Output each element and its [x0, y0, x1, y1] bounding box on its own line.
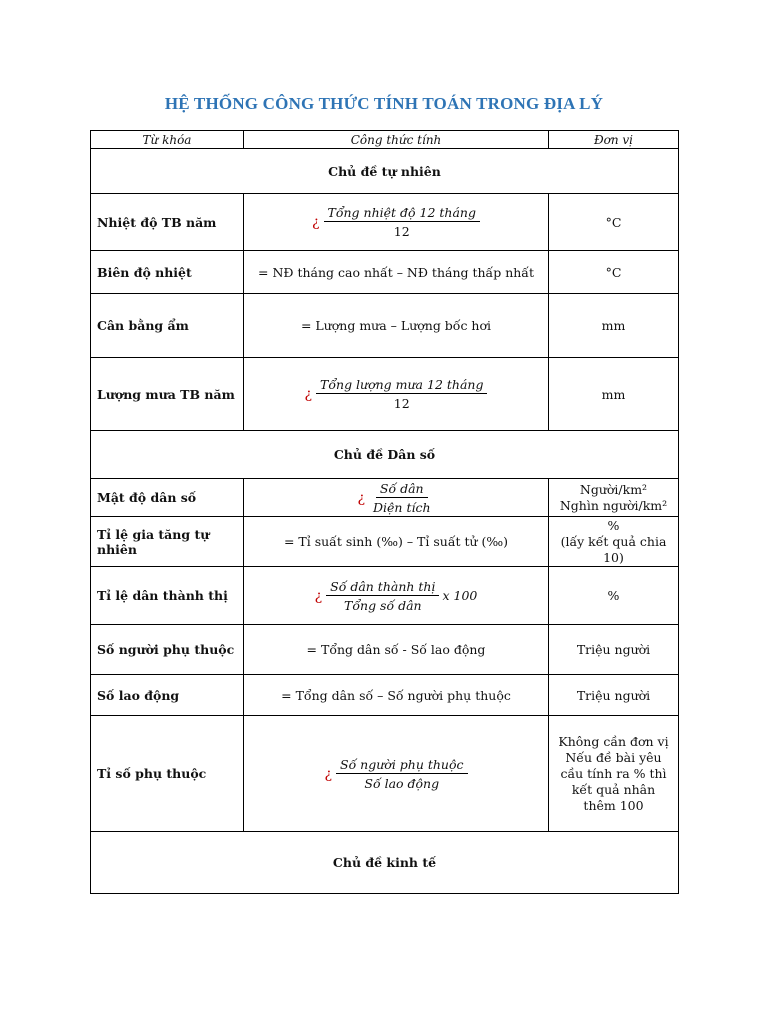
unit-cell: Triệu người [549, 675, 679, 716]
formula-cell: = Tổng dân số – Số người phụ thuộc [244, 675, 549, 716]
fraction-numerator: Số dân thành thị [326, 579, 439, 596]
unit-cell [549, 716, 679, 832]
keyword-cell: Cân bằng ẩm [91, 294, 244, 358]
header-formula: Công thức tính [244, 131, 549, 149]
unit-line: (lấy kết quả chia 10) [560, 533, 667, 565]
fraction-denominator: Diện tích [373, 499, 431, 515]
formula-cell [244, 194, 549, 251]
formula-marker: ¿ [312, 214, 320, 230]
keyword-cell: Tỉ lệ dân thành thị [91, 567, 244, 625]
section-row [91, 832, 679, 894]
keyword-cell: Tỉ số phụ thuộc [91, 716, 244, 832]
unit-cell: mm [549, 294, 679, 358]
formula-marker: ¿ [304, 386, 313, 402]
table-header-row [91, 131, 679, 149]
unit-cell: Triệu người [549, 625, 679, 675]
keyword-cell: Lượng mưa TB năm [91, 358, 244, 431]
header-keyword: Từ khóa [91, 131, 244, 149]
table-row [91, 517, 679, 567]
fraction-denominator: Tổng số dân [344, 597, 422, 613]
formula-cell [244, 716, 549, 832]
fraction-formula [315, 579, 478, 613]
unit-cell: % [549, 567, 679, 625]
formula-table [90, 130, 679, 894]
unit-line: Nghìn người/km² [559, 497, 668, 513]
unit-cell [549, 517, 679, 567]
keyword-cell: Nhiệt độ TB năm [91, 194, 244, 251]
table-row [91, 479, 679, 517]
formula-cell [244, 479, 549, 517]
table-row [91, 567, 679, 625]
unit-line: Nếu đề bài yêu cầu tính ra % thì kết quả nhân thêm 100 [560, 749, 667, 813]
keyword-cell: Số người phụ thuộc [91, 625, 244, 675]
table-row [91, 675, 679, 716]
table-row [91, 358, 679, 431]
fraction-numerator: Số dân [376, 481, 428, 498]
section-economy: Chủ đề kinh tế [91, 832, 679, 894]
section-nature: Chủ đề tự nhiên [91, 149, 679, 194]
unit-cell: °C [549, 194, 679, 251]
fraction-numerator: Tổng lượng mưa 12 tháng [316, 377, 487, 394]
formula-marker: ¿ [357, 489, 365, 506]
fraction-formula [305, 377, 488, 411]
table-row [91, 716, 679, 832]
fraction-formula [312, 205, 480, 239]
formula-marker: ¿ [324, 765, 332, 782]
fraction-formula [357, 481, 434, 515]
section-row [91, 431, 679, 479]
fraction-denominator: Số lao động [364, 775, 440, 791]
formula-cell: = Tỉ suất sinh (‰) – Tỉ suất tử (‰) [244, 517, 549, 567]
formula-cell: = NĐ tháng cao nhất – NĐ tháng thấp nhất [244, 251, 549, 294]
table-row [91, 194, 679, 251]
unit-cell: °C [549, 251, 679, 294]
formula-cell [244, 567, 549, 625]
table-row [91, 625, 679, 675]
keyword-cell: Số lao động [91, 675, 244, 716]
fraction-numerator: Số người phụ thuộc [336, 757, 468, 774]
formula-cell: = Lượng mưa – Lượng bốc hơi [244, 294, 549, 358]
formula-cell [244, 358, 549, 431]
formula-marker: ¿ [314, 587, 323, 604]
fraction-denominator: 12 [393, 396, 410, 411]
section-population: Chủ đề Dân số [91, 431, 679, 479]
unit-line: Người/km² [579, 481, 648, 497]
section-row [91, 149, 679, 194]
page-title: HỆ THỐNG CÔNG THỨC TÍNH TOÁN TRONG ĐỊA LÝ [164, 94, 604, 113]
formula-cell: = Tổng dân số - Số lao động [244, 625, 549, 675]
header-unit: Đơn vị [549, 131, 679, 149]
keyword-cell: Tỉ lệ gia tăng tự nhiên [91, 517, 244, 567]
unit-cell [549, 479, 679, 517]
table-row [91, 251, 679, 294]
keyword-cell: Biên độ nhiệt [91, 251, 244, 294]
formula-multiplier: x 100 [442, 588, 478, 603]
keyword-cell: Mật độ dân số [91, 479, 244, 517]
table-row [91, 294, 679, 358]
fraction-formula [324, 757, 467, 791]
unit-cell: mm [549, 358, 679, 431]
unit-line: % [607, 517, 620, 533]
fraction-denominator: 12 [393, 224, 410, 239]
unit-line: Không cần đơn vị [558, 733, 669, 749]
fraction-numerator: Tổng nhiệt độ 12 tháng [324, 205, 480, 222]
